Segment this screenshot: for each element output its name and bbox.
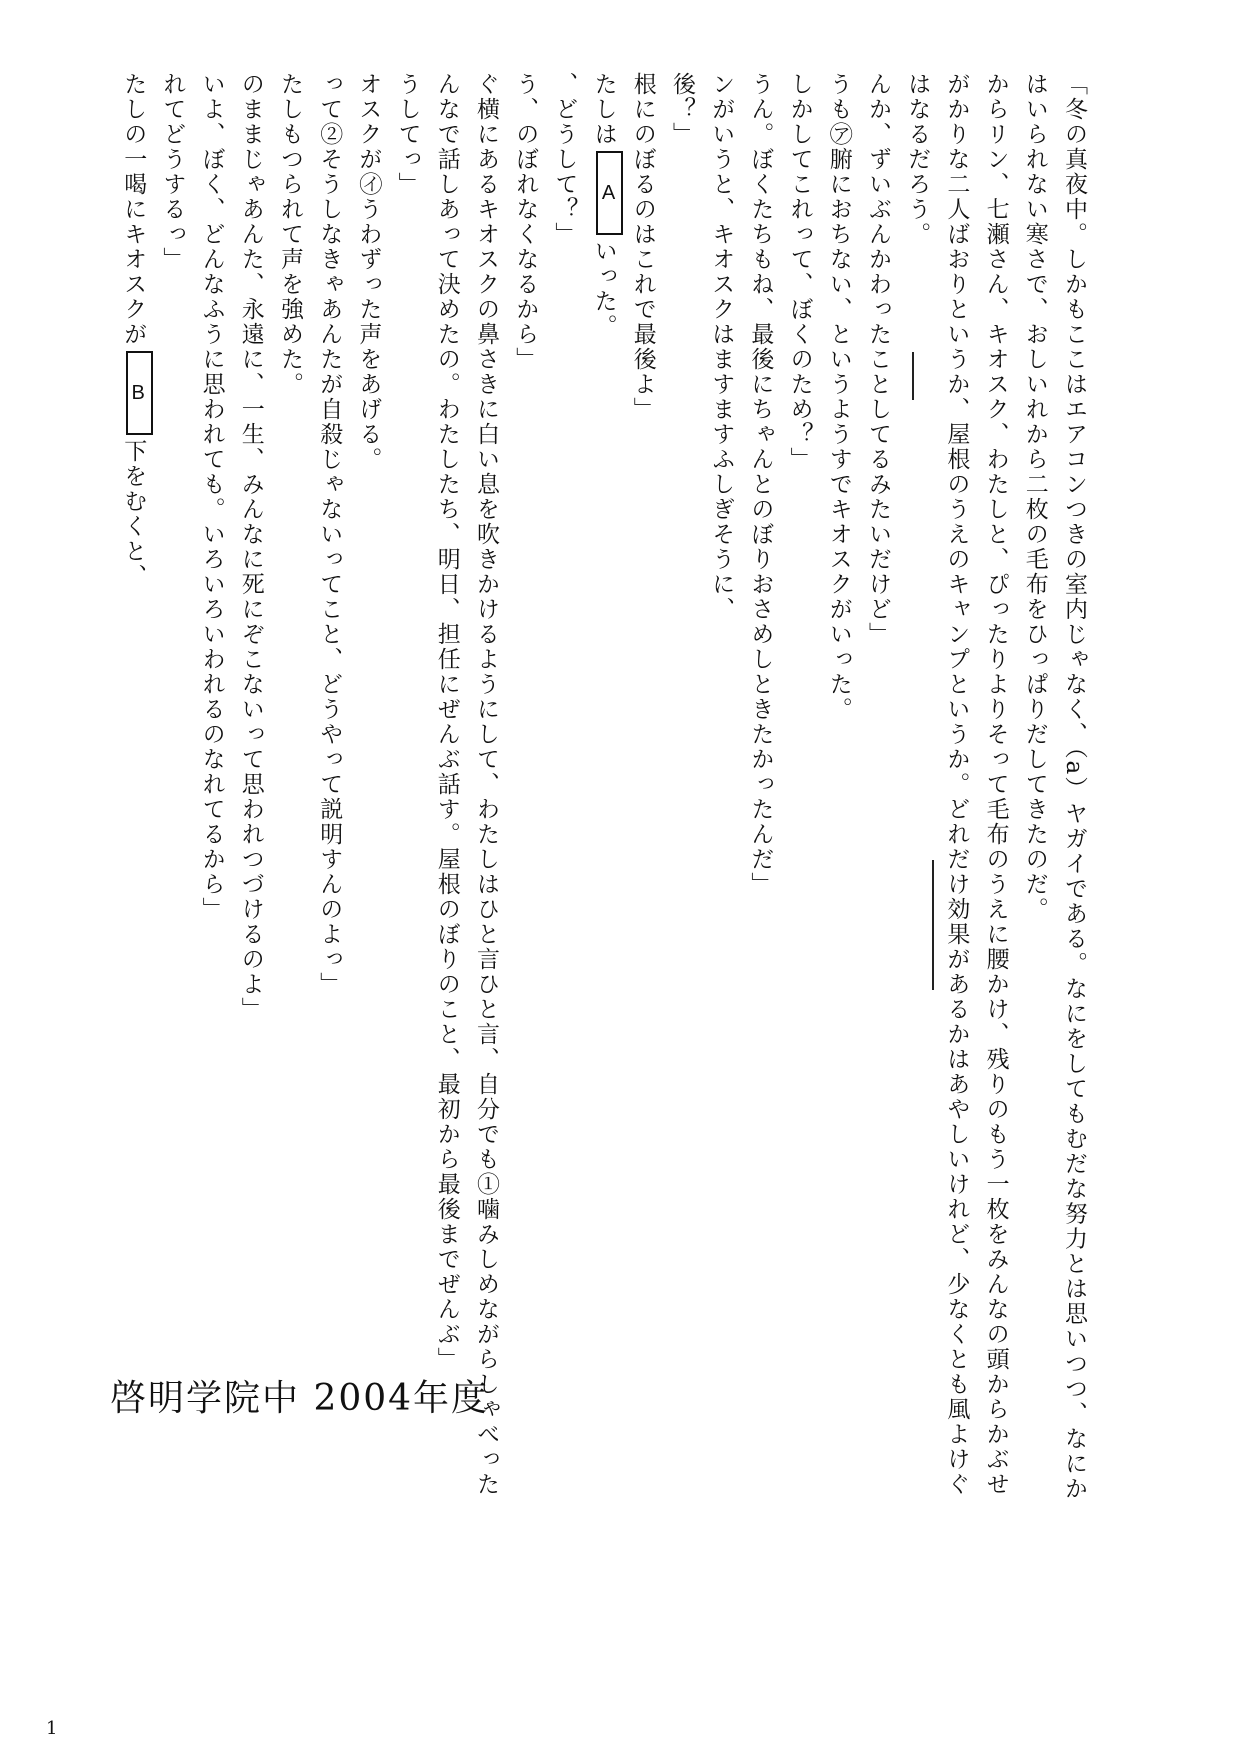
text-column: [355, 72, 382, 472]
text-run: はなるだろう。: [904, 72, 931, 247]
text-column: [984, 72, 1007, 1497]
text-column: [551, 72, 578, 247]
text-run: 後？」: [669, 72, 695, 147]
text-column: [904, 72, 931, 247]
text-column: [670, 72, 693, 147]
text-column: [827, 72, 850, 722]
text-column: [788, 72, 811, 472]
page-number: 1: [46, 1718, 58, 1739]
text-run: しかしてこれって、ぼくのため？」: [786, 72, 813, 472]
text-column: [592, 72, 624, 339]
text-run: いった。: [590, 239, 617, 339]
answer-box-b: B: [126, 351, 153, 435]
text-run: う、のぼれなくなるから」: [512, 72, 539, 372]
text-column: [278, 72, 301, 397]
answer-box-a: A: [596, 151, 623, 235]
text-column: [866, 72, 889, 647]
text-run: ンがいうと、キオスクはますますふしぎそうに、: [708, 72, 735, 622]
text-column: [239, 72, 262, 1022]
text-column: [1023, 72, 1046, 922]
text-column: [631, 72, 654, 422]
text-run: んなで話しあって決めたの。わたしたち、明日、担任にぜんぶ話す。屋根のぼりのこと、最初から最後までぜんぶ」: [433, 72, 460, 1372]
text-run: たしもつられて声を強めた。: [277, 72, 303, 397]
text-run: オスクが㋑うわずった声をあげる。: [355, 72, 382, 472]
text-column: [943, 72, 970, 1497]
text-run: 、どうして？」: [551, 72, 578, 247]
text-column: [474, 72, 497, 1497]
text-column: [396, 72, 419, 197]
text-run: がかりな二人ばおりというか、屋根のうえのキャンプというか。どれだけ効果があるかはあやしいけれど、少なくとも風よけぐ: [943, 72, 970, 1497]
text-column: [1062, 72, 1085, 1501]
text-column: [708, 72, 735, 622]
text-run: 「冬の真夜中。しかもここはエアコンつきの室内じゃなく、（a）ヤガイである。なにをしてもむだな努力とは思いつつ、なにか: [1061, 72, 1087, 1502]
text-run: たしの一喝にキオスクが: [120, 72, 147, 347]
text-run: うん。ぼくたちもね、最後にちゃんとのぼりおさめしときたかったんだ」: [747, 72, 774, 897]
text-run: いよ、ぼく、どんなふうに思われても。いろいろいわれるのなれてるから」: [198, 72, 225, 922]
text-column: [316, 72, 343, 997]
side-mark-1: [912, 352, 914, 400]
school-year-note: 啓明学院中 2004年度: [110, 1378, 490, 1419]
text-column: [435, 72, 458, 1372]
text-run: うしてっ」: [394, 72, 421, 197]
text-run: からリン、七瀬さん、キオスク、わたしと、ぴったりよりそって毛布のうえに腰かけ、残りのもう一枚をみんなの頭からかぶせ: [982, 72, 1009, 1497]
text-run: はいられない寒さで、おしいれから二枚の毛布をひっぱりだしてきたのだ。: [1021, 72, 1048, 922]
text-run: 下をむくと、: [120, 439, 147, 589]
text-column: [200, 72, 223, 922]
text-column: [121, 72, 153, 589]
text-run: れてどうするっ」: [159, 72, 186, 272]
text-run: うも㋐腑におちない、というようすでキオスクがいった。: [825, 72, 852, 722]
text-run: 根にのぼるのはこれで最後よ」: [629, 72, 656, 422]
side-mark-2: [932, 860, 934, 990]
text-run: って②そうしなきゃあんたが自殺じゃないってこと、どうやって説明すんのよっ」: [316, 72, 343, 997]
text-run: のままじゃあんた、永遠に、一生、みんなに死にぞこないって思われつづけるのよ」: [237, 72, 264, 1022]
text-column: [512, 72, 539, 372]
text-run: んか、ずいぶんかわったことしてるみたいだけど」: [865, 72, 891, 647]
text-run: たしは: [590, 72, 617, 147]
text-column: [159, 72, 186, 272]
text-column: [747, 72, 774, 897]
text-run: ぐ横にあるキオスクの鼻さきに白い息を吹きかけるようにして、わたしはひと言ひと言、自分でも①噛みしめながらしゃべった: [473, 72, 499, 1497]
